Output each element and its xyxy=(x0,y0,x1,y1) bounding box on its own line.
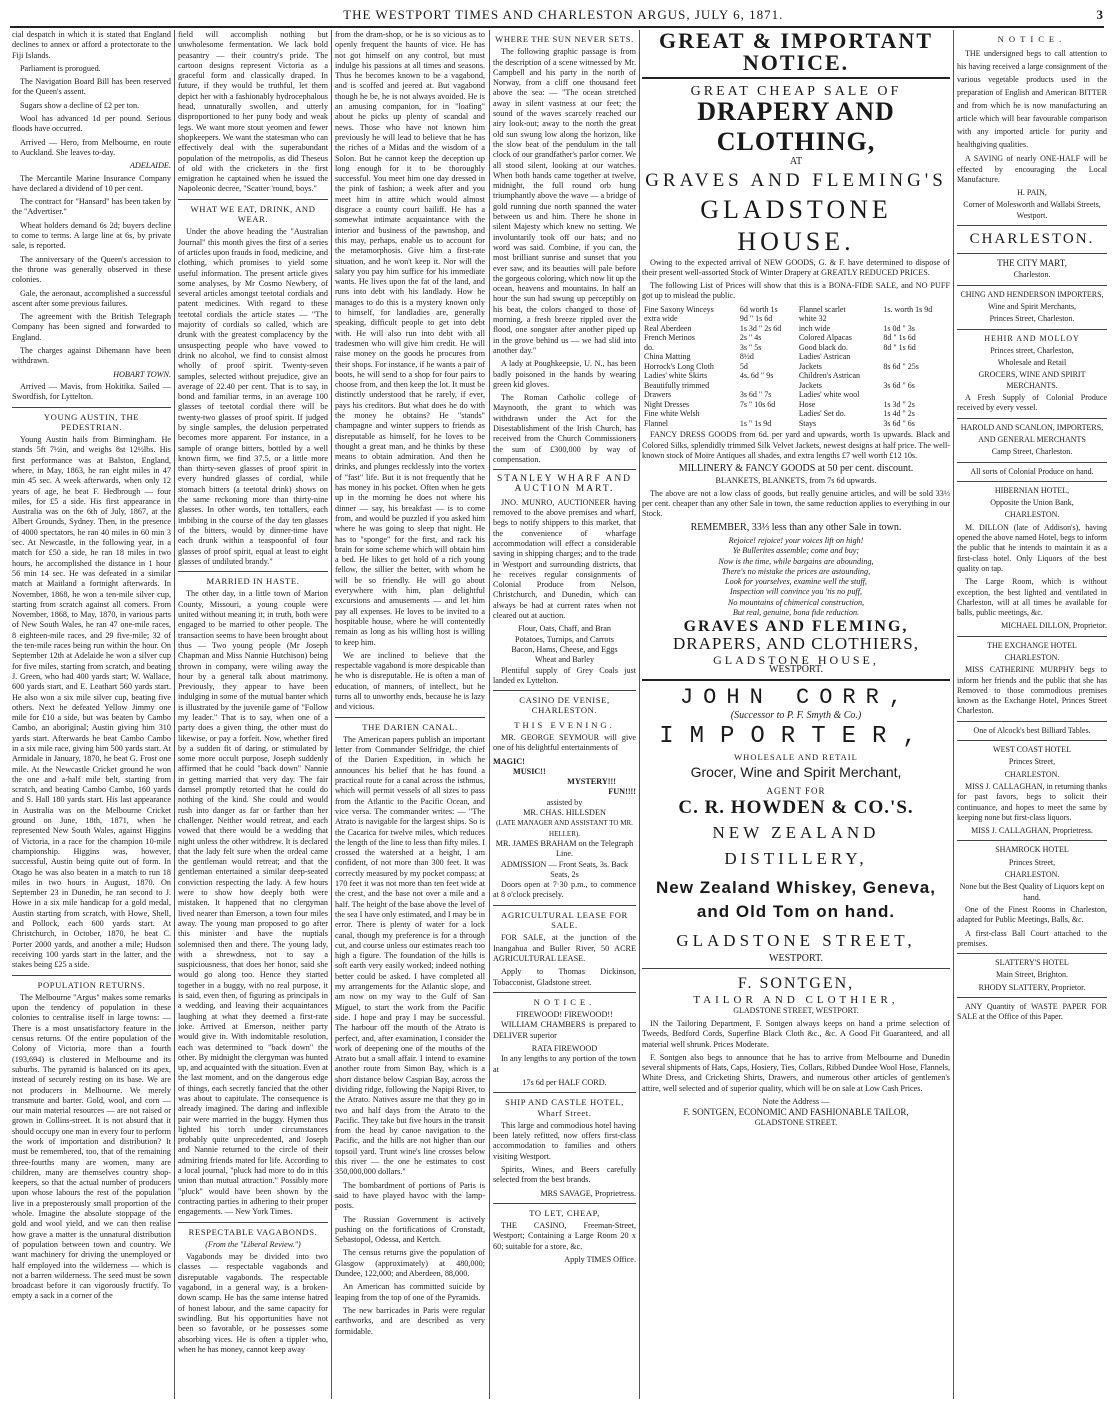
ad-body: MISS J. CALLAGHAN, in returning thanks for past favors, begs to solicit their continuance, and hopes to meet the same by keeping none but first-class liquors. xyxy=(957,781,1107,822)
ad-body: (LATE MANAGER AND ASSISTANT TO MR. HELLER). xyxy=(496,819,633,838)
column-3 xyxy=(335,30,485,1399)
article-body: The American papers publish an important letter from Commander Selfridge, the chief of the Darien Expedition, in which he announces his belief that he has found a practical route for a canal across the isthmus, which will permit vessels of all sizes to pass from the Atlantic to the Pacific Ocean, and vice versa. The commander writes: — "The Atrato is navigable for the largest ships. So is the Cacarica for twelve miles, which reduces the length of the line to less than fifty miles. I crossed the watershed at a height, I am confident, of not more than 300 feet. It was correctly measured by my pocket compass; at 170 feet it was not more than ten feet wide at the crest, and the base not over a mile and a half. The height of the base above the level of the sea I have only estimated, and I may be in error. There is plenty of water for a lock canal, though my preference is for a through cut, and course unless our estimates reach too high a figure. The foundation of the hills is soft earth very easily worked; indeed nothing better could be asked. I have completed all my arrangements for the Atlantic slope, and am now on my way to the Gulf of San Miguel, to start the work from the Pacific side. I hope and pray I may be successful. The harbour off the mouth of the Atrato is perfect, and, after examination, I consider the work of deepening one of the mouths of the Atrato but a small affair. I intend to examine another route from Simon Bay, which is a short distance below Caspian Bay, across the dividing ridge, following the Napipi River, to the Atrato. Natives assure me that they go in two and half days from the Atrato to the Pacific. They take but five hours in the transit from the head by canoe navigation to the Pacific, and the hills are not higher than our topsoil yard. Trunt wine's line crosses below this river — the one he estimates to cost 350,000,000 dollars." xyxy=(335,734,485,1177)
price-cell: Ladies' white Skirts xyxy=(644,371,708,381)
price-row xyxy=(642,409,950,419)
ad-body: F. Sontgen also begs to announce that he has to arrive from Melbourne and Dunedin several shipments of Hats, Caps, Hosiery, Ties, Collars, Ribbed Dundee Wool Hose, Flannels, White Dress, and Cricketing Shirts, Drawers, and numerous other articles of gentlemen's attire, well selected and of superior quality, which will be on sale at Low Cash Prices. xyxy=(642,1052,950,1093)
ad-body: RATA FIREWOOD xyxy=(531,1044,598,1054)
ad-list-item: Wheat and Barley xyxy=(534,655,595,665)
divider xyxy=(178,571,328,572)
ad-line: Princes Street, Charleston. xyxy=(989,314,1075,324)
price-cell: 8d " 1s 6d xyxy=(883,333,916,343)
ad-body: In any lengths to any portion of the town at xyxy=(493,1054,636,1074)
ad-body: FOR SALE, at the junction of the Inangahua and Buller River, 50 ACRE AGRICULTURAL LEASE. xyxy=(493,933,636,963)
ad-line: F. SONTGEN, xyxy=(737,975,855,993)
article-heading: POPULATION RETURNS. xyxy=(37,979,146,990)
price-cell: Drawers xyxy=(644,390,672,400)
ad-body: Plentiful supply of Grey Coals just landed ex Lyttelton. xyxy=(493,665,636,685)
news-item: cial despatch in which it is stated that England declines to annex or afford a protectorate to the Fiji Islands. xyxy=(12,30,171,60)
ad-line: Princes Street, xyxy=(1008,857,1056,867)
ad-subheading: FIREWOOD! FIREWOOD!! xyxy=(516,1010,613,1020)
price-cell xyxy=(881,314,950,324)
price-list xyxy=(642,305,950,429)
ad-magic: MUSIC!! xyxy=(513,766,546,776)
ad-body: Spirits, Wines, and Beers carefully selected from the best brands. xyxy=(493,1164,636,1185)
price-cell xyxy=(881,371,950,381)
article-heading: WHERE THE SUN NEVER SETS. xyxy=(495,34,634,44)
article-body: field will accomplish nothing but unwholesome fermentation. We lack bold peasantry — their country's pride. The cartoon designs represent Victoria as a graceful form and classically draped. In future, if they would be truthful, let them depict her with a fashionably hydrocephalous head, unnaturally swollen, and utterly disproportioned to her puny body and weak legs. We want more stout yeomen and fewer shopkeepers. We want the statesman who can effectively deal with the superabundant population of the metropolis, as did Theseus of old with the cricketers in the first emigration he captained when he issued the Napoleonic decree, "Scatter 'round, boys." xyxy=(178,30,328,194)
ad-body: One of the Finest Rooms in Charleston, adapted for Public Meetings, Balls, &c. xyxy=(957,904,1107,925)
ad-body: Doors open at 7·30 p.m., to commence at 8 o'clock precisely. xyxy=(493,880,636,900)
article-body: Under the above heading the "Australian Journal" this month gives the first of a series of articles upon frauds in food, medicine, and clothing, which promises to yield some useful information. The present article gives some analyses, by Mr Cosmo Newbery, of several articles amongst teetotal cordials and patent medicines. With regard to these teetotal cordials the article states — "The majority of cordials so called, which are drunk with the greatest complacency by the unsuspecting people who have vowed to drink no alcohol, we find to consist almost wholly of proof spirit. Twenty-seven samples, selected without prejudice, give an average of 22.40 per cent. That is to say, in bond and familiar terms, in an average 100 glasses of teetotal cordial there will be twenty-two glasses of proof spirit. If judged by single samples, the delusion perpetrated becomes more apparent. For instance, in a sample of orange bitters, bottled by a well known firm, we find 37.5, or a little more than thirty-seven glasses of proof spirit in every hundred glasses of cordial, while stomach bitters (a teetotal drink) shows on the same reckoning more than thirty-nine glasses. In other words, ten tottallers, each imbibing in the course of the day ten glasses of the bitters, would by dinner-time have each drunk within a teaspoonful of four glasses of proof spirit, equal at least to eight glasses of undiluted brandy." xyxy=(178,227,328,566)
ad-line: Grocer, Wine and Spirit Merchant, xyxy=(690,763,902,780)
price-cell: do. xyxy=(644,342,654,352)
divider xyxy=(493,690,636,691)
news-item: A lady at Poughkeepsie, U. N., has been badly poisoned in the hands by wearing green kid gloves. xyxy=(493,359,636,389)
price-cell: 1s 4d " 2s xyxy=(883,409,915,419)
ad-magic: MYSTERY!!! xyxy=(567,777,616,787)
price-cell: Jackets xyxy=(798,361,822,371)
price-cell: Jackets xyxy=(798,380,822,390)
ad-magic: MAGIC! xyxy=(493,756,525,766)
price-cell: Stays xyxy=(798,418,817,428)
ad-line: GRAVES AND FLEMING, xyxy=(683,618,909,636)
ad-banner: GREAT & IMPORTANT NOTICE. xyxy=(642,30,950,79)
price-cell: 4s. 6d " 9s xyxy=(739,371,774,381)
ad-body: A Fresh Supply of Colonial Produce received by every vessel. xyxy=(957,393,1107,413)
price-cell: Beautifully trimmed xyxy=(644,380,710,390)
price-cell: Fine white Welsh xyxy=(644,409,700,419)
ad-line: Princes street, Charleston, xyxy=(990,345,1074,355)
column-rule xyxy=(639,30,640,1399)
poem-line: No mountains of chimerical construction, xyxy=(727,597,865,607)
ad-heading: AGRICULTURAL LEASE FOR SALE. xyxy=(501,909,628,931)
ad-body: THE undersigned begs to call attention to his having received a large consignment of the various vegetable products used in the preparation of English and American BITTER and from which he is now manufacturing an article which will bear favourable comparison with any imported article for purity and healthgiving qualities. xyxy=(957,49,1107,150)
ad-body: MRS SAVAGE, Proprietress. xyxy=(540,1188,636,1198)
ad-list-item: Potatoes, Turnips, and Carrots xyxy=(515,634,614,644)
ad-heading: TO LET, CHEAP, xyxy=(529,1207,600,1218)
ad-line: JOHN CORR, xyxy=(679,685,913,711)
ad-line: Wholesale and Retail xyxy=(997,358,1067,368)
divider xyxy=(493,905,636,906)
ad-line: GREAT CHEAP SALE OF xyxy=(690,84,902,99)
price-cell: Children's Astrican xyxy=(798,371,861,381)
ad-line: DRAPERY AND CLOTHING, xyxy=(697,97,895,157)
ad-body: assisted by xyxy=(546,797,583,807)
divider xyxy=(957,721,1107,722)
ad-line: Charleston. xyxy=(1013,270,1051,280)
ad-line: MICHAEL DILLON, Proprietor. xyxy=(1001,621,1107,631)
ad-line: GROCERS, WINE AND SPIRIT MERCHANTS. xyxy=(978,370,1086,390)
price-cell: Horrock's Long Cloth xyxy=(644,361,714,371)
divider xyxy=(493,992,636,993)
ad-line: NEW ZEALAND DISTILLERY, xyxy=(712,823,880,869)
ad-magic: FUN!!!! xyxy=(608,787,636,797)
news-item: The census returns give the population of Glasgow (approximately) at 480,000; Dundee, 122,000; and Aberdeen, 88,000. xyxy=(335,1248,485,1279)
poem-line: Inspection will convince you 'tis no puff, xyxy=(729,587,863,597)
ad-line: WHOLESALE AND RETAIL xyxy=(734,751,858,762)
price-cell: 1s 0d " 3s xyxy=(883,323,915,333)
article-body: Young Austin hails from Birmingham. He stands 5ft 7½in, and weighs 8st 12½lbs. His first performance was at Balston, England, where, in May, 1863, he ran eight miles in 47 min 45 sec. A week afterwards, when only 12 years of age, he beat F. Hedbrough — four miles, for £5 a side. His first appearance in Australia was on the 6th of July, 1867, at the Albert Grounds, Sydney. Then, in the presence of 4000 spectators, he ran 40 miles in 60 min 3 sec. At Newcastle, in the following year, in a match for £50 a side, he ran 18 miles in two hours, he accomplished the distance in 1 hour 56 min 14 sec. He was defeated in a similar match at Maitland a fortnight afterwards. In November, 1868, he won a ten-mile silver cup, starting from scratch against all comers. From November, 1868, to May, 1870, in various parts of New South Wales, he ran 47 one-mile races, 8 eighteen-mile races, and 29 five-mile; 32 of the ten-mile races being run within the hour. On September 12th at Adelaide he won a silver cup for five miles, starting from scratch, and beating J. Green, who had 400 yards start; W. Wallace, 600 yards start, and E. Leathart 560 yards start. He also won a six mile silver cup, beating five others. Next he defeated Yellow Jimmy one mile for £10 a side, but was beaten by Cambo Cambo, an aboriginal; Austin giving him 310 yards start. Afterwards he beat Cambo Cambo in a six mile race, giving him 500 yards start. At Armidale in January, 1870, he beat G. Frost one mile. At the Newcastle Cricket ground he won the one and a-half mile belt, starting from scratch, and beating Cambo Cambo, 160 yards and S. Hall 180 yards start. His last appearance in Australia was on the Melbourne Cricket ground on June, 18th, 1871, when he represented New South Wales, against Higgins of Victoria, in a race for the champion 10-mile championship. Higgins was, however, successful, Austin being quite out of form. In Otago he was also beaten in a match to run 18 miles in two hours in August, 1870. On September 23 in Dunedin, he ran second to J. Howe in a six mile handicap for a gold medal, Austin starting from scratch, with Howe, Shell, and Pollock, each 600 yards start. At Christchurch, in October, 1870, he beat C. Porter 2000 yards, and another a mile; Hudson receiving 100 yards start in the latter, and the stakes being £25 a side. xyxy=(12,435,171,970)
article-body: Vagabonds may be divided into two classes — respectable vagabonds and disreputable vagabonds. The respectable vagabond, in a general way, is a broken-down scamp. He has the same intense hatred of honest labour, and the same capacity for swindling. But his opportunities have not been so favorable, or he possesses some absorbing vices. He is often a tippler who, when he has money, cannot keep away xyxy=(178,1252,328,1354)
article-body: The following graphic passage is from the description of a scene witnessed by Mr. Campbell and his party in the north of Norway, from a cliff one thousand feet above the sea: — "The ocean stretched away in silent vastness at our feet; the sound of the waves scarcely reached our airy look-out; away to the north the great old sun swung low along the horizon, like the slow beat of the pendulum in the tall clock of our grandfather's parlor corner. We all stood silent, looking at our watches. When both hands came together at twelve, midnight, the full round orb hung triumphantly above the wave — a bridge of gold running due north spanned the water between us and him. There he shone in silent Majesty which knew no setting. We involuntarily took off our hats; and no word was said. Combine, if you can, the most brilliant sunrise and sunset that you ever saw, and its beauties will pale before the gorgeous coloring, which now lit up the ocean, heavens and mountains. In half an hour the sun had swung up perceptibly on his beat, the colors changed to those of morning, a fresh breeze rippled over the flood, one songster after another piped up in the grove behind us — we had slid into another day." xyxy=(493,47,636,355)
price-cell: Flannel scarlet xyxy=(798,304,846,314)
price-row xyxy=(642,419,950,429)
article-heading: RESPECTABLE VAGABONDS. xyxy=(188,1226,318,1237)
ad-line: GRAVES AND FLEMING'S xyxy=(645,169,947,191)
price-row xyxy=(642,314,950,324)
ad-line: C. R. HOWDEN & CO.'S. xyxy=(678,797,914,819)
news-item: Gale, the aeronaut, accomplished a successful ascent after some previous failures. xyxy=(12,288,171,308)
ad-body: IN the Tailoring Department, F. Sontgen always keeps on hand a prime selection of Tweeds, Bedford Cords, Superfine Black Cloth &c., &c. A Good Fit Guaranteed, and all material well shrunk. Prices Moderate. xyxy=(642,1019,950,1049)
ad-line: HEHIR AND MOLLOY xyxy=(984,333,1080,343)
divider xyxy=(957,225,1107,226)
dateline: HOBART TOWN. xyxy=(113,369,171,379)
price-cell: 3s 6d " 6s xyxy=(883,418,915,428)
news-item: An American has committed suicide by leaping from the top of one of the Pyramids. xyxy=(335,1282,485,1302)
divider xyxy=(493,1203,636,1204)
price-cell xyxy=(881,390,950,400)
ad-line: CHARLESTON. xyxy=(1004,510,1060,520)
ad-line: (Successor to P. F. Smyth & Co.) xyxy=(730,710,862,722)
ad-body: M. DILLON (late of Addison's), having opened the above named Hotel, begs to inform the public that he intends to maintain it as a first-class hotel. Only Liquors of the best quality on tap. xyxy=(957,522,1107,573)
price-cell: Ladies' Astrican xyxy=(798,352,851,362)
ad-body: MISS CATHERINE MURPHY begs to inform her friends and the public that she has Removed to those commodious premises known as the Exchange Hotel, Princes Street Charleston. xyxy=(957,665,1107,716)
ad-heading: CASINO DE VENISE, CHARLESTON. xyxy=(519,695,610,716)
ad-body: The Large Room, which is without exception, the best lighted and ventilated in Charleston, will at all times be available for balls, public meetings, &c. xyxy=(957,577,1107,618)
ad-line: THE CITY MART, xyxy=(997,258,1067,269)
ad-line: REMEMBER, 33⅓ less than any other Sale in town. xyxy=(690,521,902,533)
article-body: from the dram-shop, or he is so vicious as to openly frequent the haunts of vice. He has not got himself on any control, but must indulge his passions at all times and seasons. Thus he becomes known to be a vagabond, and is scoffed and jeered at. But vagabond though he be, he is not always avoided. He is an amusing companion, for in "loafing" about he picks up plenty of scandal and news. Those who have not known him previously he will lead to believe that he has the riches of a Midas and the wisdom of a Solon. But he cannot keep the deception up long enough for it to be thoroughly successful. You meet him one day dressed in the pink of fashion; a week after and you meet him in attire which would almost disgrace a county court bailiff. He has a somewhat intimate acquaintance with the interior and business of the pawnshop, and this may, perhaps, enable us to account for the metamorphosis. Give him a first-rate situation, and he won't keep it. Nor will the salary you pay him suffice for his immediate wants. He lives upon the fat of the land, and runs into debt with his landlady. How he manages to do this is a mystery known only to himself, for landladies are, generally speaking, difficult people to get into debt with. He will also run into debt with all tradesmen who will give him credit. He will raise money on the goods he procures from their shops. For instance, if he wants a pair of boots, he will send to a shop for four pairs to choose from, and then keep the lot. It must be distinctly understood that he rarely, if ever, pays his creditors. But what does he do with the money he obtains? He "stands" champagne and winter suppers to friends as disreputable as himself, for he loves to be thought a great man, and he thinks by these means to obtain admiration. And then he drinks, and plunges recklessly into the vortex of "fast" life. But it is not frequently that he has money in his pocket. Often when he gets up in the morning he does not where his dinner — say, his breakfast — is to come from, and would be puzzled if you asked him where he was going to sleep that night. He has to "sponge" for the first, and rack his brain for some scheme which will obtain him a bed. He likes to get hold of a rich young fellow, the sillier the better, with whom he will be so friendly. He will go about everywhere with him, plan delightful excursions and amusements — and let him pay all expenses. He loves to be invited to a hospitable house, where he will contentedly remain as long as his willing host is willing to keep him. xyxy=(335,30,485,647)
divider xyxy=(957,481,1107,482)
ad-line: THE EXCHANGE HOTEL xyxy=(987,640,1077,650)
price-row xyxy=(642,371,950,381)
news-item: Parliament is prorogued. xyxy=(20,63,101,73)
ad-line: HIBERNIAN HOTEL, xyxy=(994,485,1070,495)
article-heading: MARRIED IN HASTE. xyxy=(206,576,300,587)
ad-line: GLADSTONE STREET. xyxy=(754,1117,838,1127)
ad-body: JNO. MUNRO, AUCTIONEER having removed to the above premises and wharf, begs to notify shippers to this market, that the convenience of wharfage accommodation will effect a considerable saving in shipping charges; and to the trade in Westport and surrounding districts, that he receives regular consignments of Colonial Produce from Nelson, Christchurch, and Dunedin, which can always be had at current rates when not cleared out at auction. xyxy=(493,497,636,621)
ad-line: IMPORTER, xyxy=(659,722,933,750)
poem-line: There's no mistake the prices are astounding, xyxy=(721,566,871,576)
ad-line: CHARLESTON. xyxy=(1004,769,1060,779)
ad-line: MISS J. CALLAGHAN, Proprietress. xyxy=(971,826,1093,836)
price-cell: Flannel xyxy=(644,418,668,428)
ad-line: One of Alcock's best Billiard Tables. xyxy=(973,725,1091,735)
news-item: Wool has advanced 1d per pound. Serious floods have occurred. xyxy=(12,114,171,134)
ad-body: Apply to Thomas Dickinson, Tobacconist, Gladstone street. xyxy=(493,967,636,987)
ad-body: A first-class Ball Court attached to the premises. xyxy=(957,928,1107,948)
price-cell: 8½d xyxy=(739,352,754,362)
divider xyxy=(957,462,1107,463)
price-cell: Night Dresses xyxy=(644,399,690,409)
ad-line: DRAPERS, AND CLOTHIERS, xyxy=(673,633,919,653)
article-heading: WHAT WE EAT, DRINK, AND WEAR. xyxy=(190,203,316,225)
price-row xyxy=(642,343,950,353)
ad-line: GLADSTONE STREET, WESTPORT. xyxy=(733,1005,859,1015)
ad-line: GLADSTONE STREET, xyxy=(676,931,916,951)
ad-line: WESTPORT. xyxy=(769,663,823,675)
ad-line: MILLINERY & FANCY GOODS at 50 per cent. discount. xyxy=(678,463,914,475)
news-item: The agreement with the British Telegraph Company has been signed and forwarded to England. xyxy=(12,312,171,342)
price-cell: Ladies' Set do. xyxy=(798,409,846,419)
price-cell: Good black do. xyxy=(798,342,848,352)
ad-heading: SHIP AND CASTLE HOTEL, Wharf Street. xyxy=(505,1097,624,1118)
price-cell: 9d " 1s 6d xyxy=(739,314,773,324)
article-body: The other day, in a little town of Marion County, Missouri, a young couple were united without meaning it; in truth, both were engaged to be married to other people. The transaction seems to have been brought about thus — Two young people (Mr Joseph Chapman and Miss Nannie Hutchison) being thrown in company, were wiling away the hour by a general talk about matrimony. Previously, they appear to have been indulging in some of the mutual banter which is illustrated by the juvenile game of "Follow my leader." That is to say, when one of a party does a given thing, the other must do likewise, or pay a forfeit. Now, whether fired by a sudden fit of daring, or stimulated by some more occult purpose, Joseph suddenly affirmed that he could "back down" Nannie in getting married that very day. The fair damsel promptly retorted that he could do nothing of the kind. She could and would rush into danger as far or farther than her challenger. Neither would retreat, and each vowed that there would be a wedding that night unless the other withdrew. It is declared that the lady felt sure when the ordeal came the gentleman would retreat; and that the gentleman entertained a similar deep-seated conviction respecting the lady. A few hours were to show how deeply both were mistaken. It happened that no clergyman lived nearer than Emerson, a town four miles away. The young man proposed to go after this minister and have the nuptials solemnised then and there. The young lady, with a shrewdness, not to say a suspiciousness, that does her honor, said she would go along too. Hence they started together in a buggy, with no real purpose, it is said, even then, of figuring as principals in a wedding, and leaving their acquaintances laughing at what they deemed a first-rate joke. Arrived at Emerson, neither party would give in. With indomitable resolution, each was determined to "back down" the other. By midnight the clergyman was hunted up, and acquainted with the situation. Even at the last moment, and on the dangerous edge of things, each secretly fancied that the other was about to capitulate. The consequence is already imagined. The daring and inflexible pair were married in the buggy. Hymen thus lighted his torch under circumstances probably quite unprecedented, and Joseph and Nannie returned to the circle of their admiring friends mated for life. According to a local journal, "pluck had more to do in this union than mutual attraction." Possibly more "pluck" would have been shown by the contracting parties in adhering to their proper engagements. — New York Times. xyxy=(178,589,328,1217)
ad-heading: STANLEY WHARF AND AUCTION MART. xyxy=(496,474,633,495)
article-body: We are inclined to believe that the respectable vagabond is more despicable than he who is disreputable. He is often a man of education, of manners, of intellect, but he turns all to unworthy ends, because he is lazy and vicious. xyxy=(335,650,485,712)
ad-body: THE CASINO, Freeman-Street, Westport; Containing a Large Room 20 x 60; suitable for a store, &c. xyxy=(493,1221,636,1251)
divider xyxy=(957,840,1107,841)
article-heading: YOUNG AUSTIN, THE PEDESTRIAN. xyxy=(43,411,140,432)
price-row xyxy=(642,352,950,362)
price-cell: 8s 6d " 25s xyxy=(883,361,919,371)
divider xyxy=(12,975,171,976)
news-item: The contract for "Hansard" has been taken by the "Advertiser." xyxy=(12,197,171,217)
ad-heading: NOTICE. xyxy=(533,996,596,1007)
news-item: The anniversary of the Queen's accession to the throne was generally observed in these colonies. xyxy=(12,254,171,285)
poem-line: But real, genuine, bona fide reduction. xyxy=(732,608,860,618)
ad-line: BLANKETS, BLANKETS, from 7s 6d upwards. xyxy=(715,476,877,486)
ad-body: WILLIAM CHAMBERS is prepared to DELIVER superior xyxy=(493,1020,636,1040)
article-source: (From the "Liberal Review.") xyxy=(205,1239,301,1249)
ad-line: Princes Street, xyxy=(1008,757,1056,767)
ad-poem xyxy=(642,536,950,618)
divider xyxy=(957,740,1107,741)
divider xyxy=(493,1092,636,1093)
news-item: Arrived — Mavis, from Hokitika. Sailed — Swordfish, for Lyttelton. xyxy=(12,381,171,402)
price-cell: white 32 xyxy=(798,314,827,324)
column-rule xyxy=(174,30,175,1399)
ad-line: Main Street, Brighton. xyxy=(996,970,1068,980)
news-item: The Roman Catholic college of Maynooth, the grant to which was withdrawn under the Act for the Disestablishment of the Irish Church, has received from the Church Commissioners the sum of £300,000 by way of compensation. xyxy=(493,393,636,464)
price-cell: 3s 6d " 7s xyxy=(739,390,772,400)
price-cell: 8d " 1s 6d xyxy=(883,342,916,352)
price-cell: Hose xyxy=(798,399,816,409)
price-cell xyxy=(738,381,797,391)
ad-line: SLATTERY'S HOTEL xyxy=(995,958,1069,968)
column-1 xyxy=(12,30,171,1399)
section-heading: CHARLESTON. xyxy=(969,231,1095,248)
price-cell: 2s " 4s xyxy=(739,333,762,343)
ad-line: AT xyxy=(789,156,803,168)
divider xyxy=(957,253,1107,254)
ad-line: AND GENERAL MERCHANTS xyxy=(978,434,1086,444)
column-rule xyxy=(953,30,954,1399)
news-item: Sugars show a decline of £2 per ton. xyxy=(20,100,140,110)
ad-line: CHARLESTON. xyxy=(1004,652,1060,662)
column-4 xyxy=(493,30,636,1399)
ad-body: The above are not a low class of goods, but really genuine articles, and will be sold 33⅓ per cent. cheaper than any other Sale in town, the same reduction applies to everything in our Stock. xyxy=(642,488,950,519)
price-cell: China Matting xyxy=(644,352,691,362)
ad-line: Wine and Spirit Merchants, xyxy=(987,301,1077,311)
ad-body: 17s 6d per HALF CORD. xyxy=(522,1077,607,1087)
price-row xyxy=(642,390,950,400)
price-cell: 7s " 10s 6d xyxy=(739,399,776,409)
divider xyxy=(957,285,1107,286)
ad-body: MR. GEORGE SEYMOUR will give one of his delightful entertainments of xyxy=(493,733,636,753)
price-cell: extra wide xyxy=(644,314,678,324)
price-cell: French Merinos xyxy=(644,333,695,343)
news-item: Arrived — Hero, from Melbourne, en route to Auckland. She leaves to-day. xyxy=(12,137,171,157)
poem-line: Now is the time, while bargains are abounding, xyxy=(718,556,874,566)
price-cell: Colored Alpacas xyxy=(798,333,852,343)
price-row xyxy=(642,324,950,334)
price-cell: Fine Saxony Winceys xyxy=(644,304,714,314)
ad-body: ANY Quantity of WASTE PAPER FOR SALE at the Office of this Paper. xyxy=(957,1002,1107,1022)
price-cell: inch wide xyxy=(798,323,831,333)
price-row xyxy=(642,333,950,343)
ad-line: F. SONTGEN, ECONOMIC AND FASHIONABLE TAILOR, xyxy=(683,1107,909,1118)
column-rule xyxy=(331,30,332,1399)
ad-body: MR. JAMES BRAHAM on the Telegraph Line. xyxy=(495,838,634,859)
ad-subheading: THIS EVENING. xyxy=(514,719,615,730)
poem-line: Look for yourselves, examine well the stuff, xyxy=(725,577,867,587)
ad-heading: NOTICE. xyxy=(997,34,1067,44)
newspaper-title: THE WESTPORT TIMES AND CHARLESTON ARGUS, JULY 6, 1871. xyxy=(343,7,784,22)
masthead xyxy=(10,4,1104,28)
poem-line: Rejoice! rejoice! your voices lift on high! xyxy=(728,535,864,545)
ad-line: New Zealand Whiskey, Geneva, xyxy=(656,878,936,898)
ad-list-item: Flour, Oats, Chaff, and Bran xyxy=(518,624,611,634)
poem-line: Ye Bullerites assemble; come and buy; xyxy=(732,546,860,556)
ad-line: SHAMROCK HOTEL xyxy=(995,845,1069,855)
price-cell: 1s 3d " 2s 6d xyxy=(739,323,782,333)
ad-line: Camp Street, Charleston. xyxy=(991,447,1073,457)
divider xyxy=(493,469,636,470)
news-item: The new barricades in Paris were regular earthworks, and are described as very formidable. xyxy=(335,1305,485,1336)
price-cell: 1s " 1s 9d xyxy=(739,418,772,428)
price-cell: Ladies' white wool xyxy=(798,390,860,400)
ad-line: H. PAIN, xyxy=(1017,188,1047,198)
ad-line: AGENT FOR xyxy=(766,785,826,796)
column-rule xyxy=(489,30,490,1399)
news-item: The Mercantile Marine Insurance Company have declared a dividend of 10 per cent. xyxy=(12,173,171,193)
ad-line: Corner of Molesworth and Wallabi Streets, Westport. xyxy=(963,200,1101,220)
price-row xyxy=(642,400,950,410)
price-cell: 1s. worth 1s 9d xyxy=(883,304,933,314)
divider xyxy=(957,636,1107,637)
ad-body: FANCY DRESS GOODS from 6d. per yard and upwards, worth 1s upwards. Black and Colored Silks, splendidly trimmed Silk Velvet Jackets, newest designs at half price. The well-known stock of Moire Antiques all shades, and extra lengths £7 well worth £12 10s. xyxy=(642,430,950,460)
price-cell: 5d xyxy=(739,361,748,371)
divider xyxy=(957,997,1107,998)
ad-line: GLADSTONE HOUSE. xyxy=(700,194,892,256)
price-cell: Real Aberdeen xyxy=(644,323,692,333)
divider xyxy=(178,199,328,200)
price-cell: 6d worth 1s xyxy=(739,304,778,314)
ad-line: None but the Best Quality of Liquors kept on hand. xyxy=(959,882,1105,902)
ad-line: WEST COAST HOTEL xyxy=(993,745,1071,755)
ad-line: RHODY SLATTERY, Proprietor. xyxy=(978,982,1086,992)
ad-line: WESTPORT. xyxy=(769,953,823,965)
page-number: 3 xyxy=(1096,7,1104,22)
ad-line: and Old Tom on hand. xyxy=(696,902,896,922)
ad-body: Owing to the expected arrival of NEW GOODS, G. & F. have determined to dispose of their present well-assorted Stock of Winter Drapery at GREATLY REDUCED PRICES. xyxy=(642,257,950,277)
dateline: ADELAIDE. xyxy=(129,161,171,171)
ad-line: TAILOR AND CLOTHIER, xyxy=(693,994,899,1007)
divider xyxy=(178,1222,328,1223)
ad-body: The following List of Prices will show that this is a BONA-FIDE SALE, and NO PUFF got up to mislead the public. xyxy=(642,281,950,301)
ad-body: Apply TIMES Office. xyxy=(564,1255,636,1265)
ad-body: A SAVING of nearly ONE-HALF will be effected by encouraging the Local Manufacture. xyxy=(957,154,1107,184)
price-cell xyxy=(881,352,950,362)
price-cell: 3s " 5s xyxy=(739,342,762,352)
news-item: The Navigation Board Bill has been reserved for the Queen's assent. xyxy=(12,77,171,97)
article-body: The Melbourne "Argus" makes some remarks upon the tendency of population in these colonies to centralise itself in large towns: — There is a most unsatisfactory feature in the census returns. Of the entire population of the Colony of Victoria, more than a fourth (193,694) is clustered in Melbourne and its suburbs. The pyramid is balanced on its apex, instead of securely resting on its base. We are not producers in Melbourne. We merely transmute and barter. Gold, wool, and corn — our main material resources — are not raised or grown in Collins-street. It is not absurd that it should occupy one man in every four to perform the work of importation and distribution? It must be remembered, too, that of the remaining three-fourths many are women, many are children, many are themselves country shop-keepers, so that the actual number of producers upon whose labours the rest of the population live in a preposterously small proportion of the whole. Imagine the absolute stoppage of the gold and wool yield, and we can then realise how grave a matter is the unnatural distribution of population between town and country. We want machinery for driving the unemployed or half employed into the wilderness — which is not a barren wilderness. The seed must be sown broadcast before it can vigorously fructify. To empty a sack in a corner of the xyxy=(12,992,171,1301)
news-item: The charges against Dihemann have been withdrawn. xyxy=(12,346,171,366)
price-cell xyxy=(738,409,797,419)
ad-line: HAROLD AND SCANLON, IMPORTERS, xyxy=(960,422,1104,432)
ad-body: ADMISSION — Front Seats, 3s. Back Seats, 2s xyxy=(500,859,629,879)
column-5-graves-fleming-ad xyxy=(642,30,950,1399)
news-item: The bombardment of portions of Paris is said to have played havoc with the lamp-posts. xyxy=(335,1180,485,1211)
price-cell: 3s 6d " 6s xyxy=(883,380,915,390)
divider xyxy=(642,968,950,969)
article-heading: THE DARIEN CANAL. xyxy=(362,721,458,732)
divider xyxy=(335,717,485,718)
ad-body: MR. CHAS. HILLSDEN xyxy=(523,808,606,818)
divider xyxy=(12,407,171,408)
price-row xyxy=(642,362,950,372)
price-cell: 1s 3d " 2s xyxy=(883,399,915,409)
column-2 xyxy=(178,30,328,1399)
divider xyxy=(957,418,1107,419)
ad-line: Opposite the Union Bank, xyxy=(990,498,1074,508)
ad-body: This large and commodious hotel having been lately refitted, now offers first-class accommodation to families and others visiting Westport. xyxy=(493,1120,636,1161)
ad-line: CHARLESTON. xyxy=(1004,870,1060,880)
ad-line: Note the Address — xyxy=(762,1097,830,1107)
ad-list-item: Bacon, Hams, Cheese, and Eggs xyxy=(511,644,618,654)
column-6 xyxy=(957,30,1107,1399)
ad-line: All sorts of Colonial Produce on hand. xyxy=(970,466,1094,476)
divider xyxy=(957,329,1107,330)
news-item: Wheat holders demand 6s 2d; buyers decline to come to terms. A large line at 6s, by private sale, is reported. xyxy=(12,220,171,251)
price-row xyxy=(642,305,950,315)
divider xyxy=(957,953,1107,954)
divider xyxy=(642,679,950,681)
ad-line: CHING AND HENDERSON IMPORTERS, xyxy=(960,289,1104,299)
ad-line: GLADSTONE HOUSE, xyxy=(713,652,879,667)
price-row xyxy=(642,381,950,391)
news-item: The Russian Government is actively pushing on the fortifications of Cronstadt, Sebastopol, Odessa, and Kertch. xyxy=(335,1214,485,1245)
